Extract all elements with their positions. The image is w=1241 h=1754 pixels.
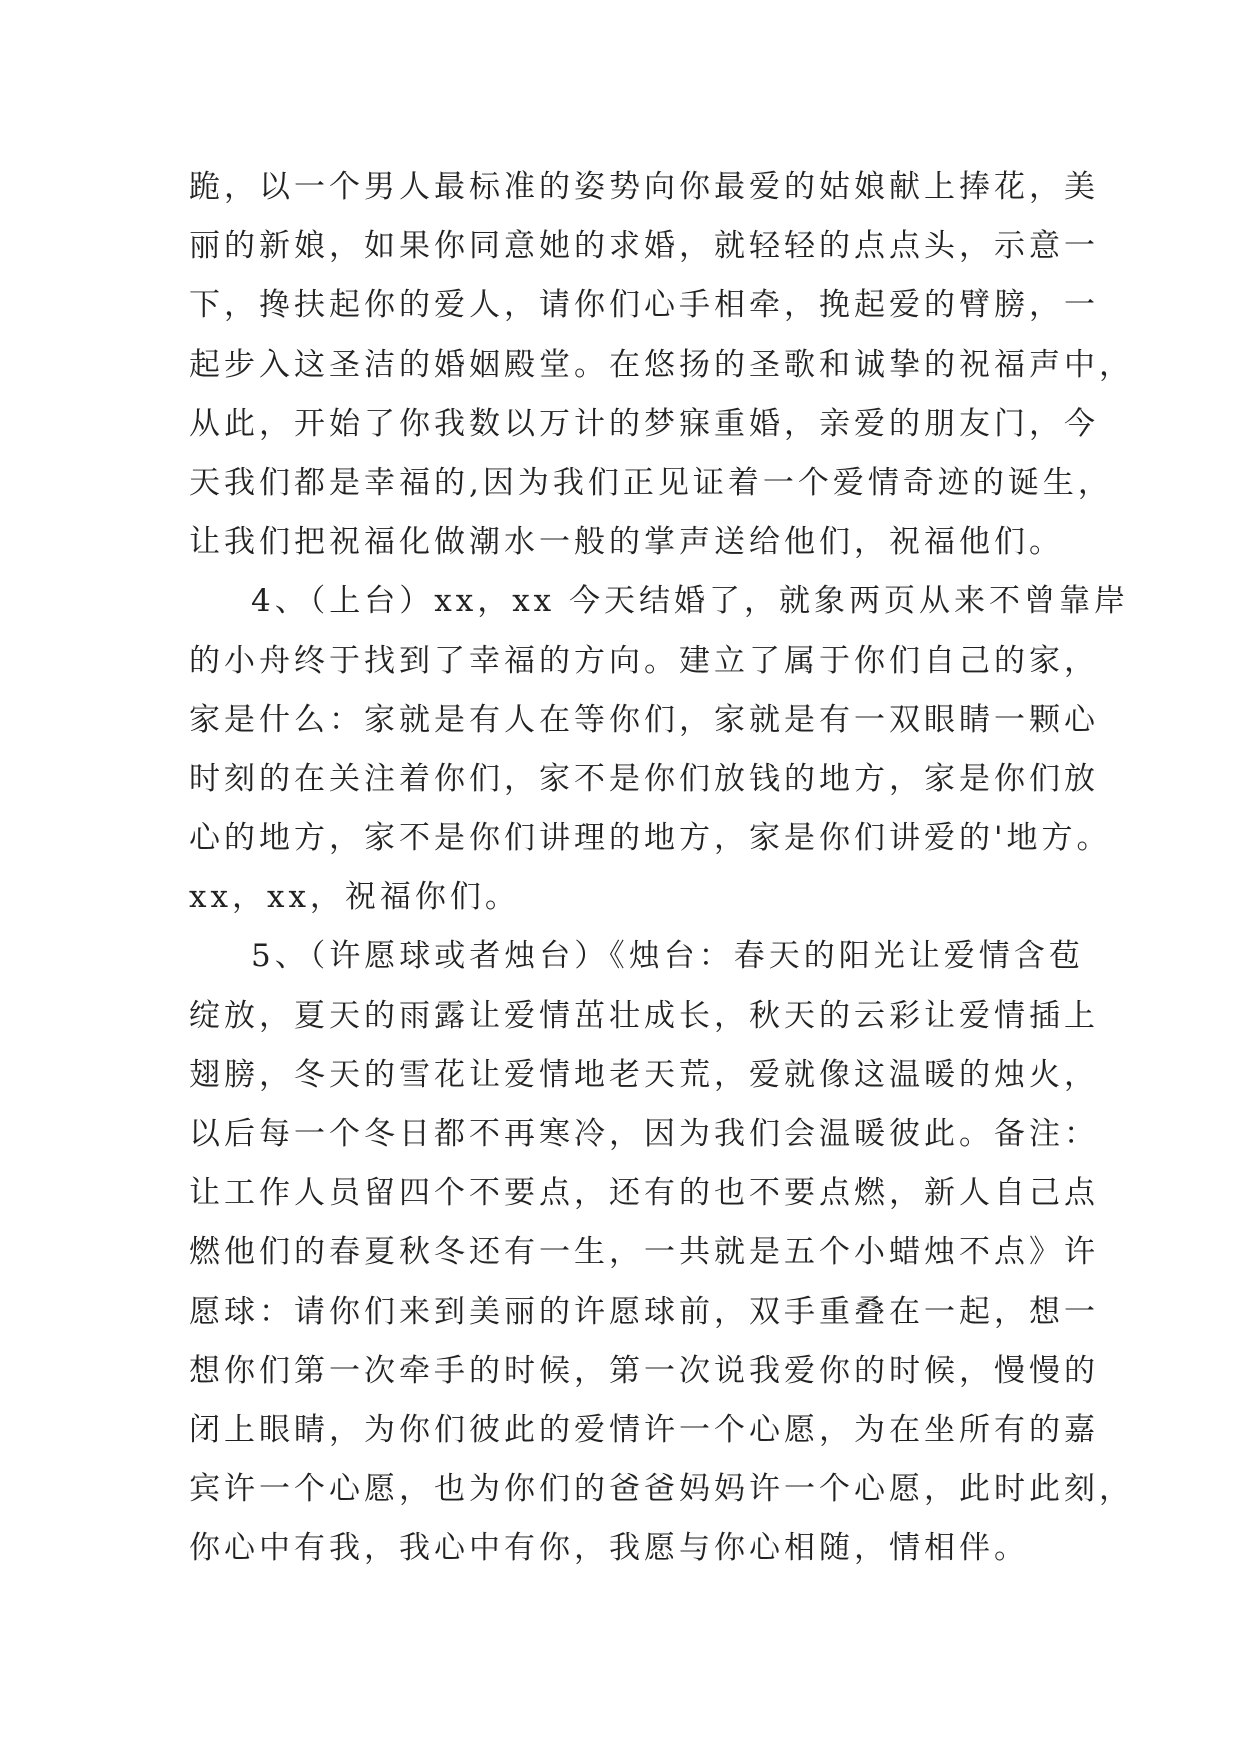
- text-line: xx，xx，祝福你们。: [189, 879, 520, 916]
- text-line: 以后每一个冬日都不再寒冷，因为我们会温暖彼此。备注：: [189, 1116, 1099, 1152]
- text-line: 愿球：请你们来到美丽的许愿球前，双手重叠在一起，想一: [189, 1293, 1099, 1330]
- text-line: 翅膀，冬天的雪花让爱情地老天荒，爱就像这温暖的烛火，: [189, 1056, 1099, 1093]
- text-line: 燃他们的春夏秋冬还有一生，一共就是五个小蜡烛不点》许: [189, 1234, 1099, 1271]
- text-line: 宾许一个心愿，也为你们的爸爸妈妈许一个心愿，此时此刻，: [189, 1471, 1134, 1508]
- paragraph-4-first-line: 4、（上台）xx，xx 今天结婚了，就象两页从来不曾靠岸: [251, 583, 1130, 620]
- text-line: 丽的新娘，如果你同意她的求婚，就轻轻的点点头，示意一: [189, 228, 1099, 265]
- text-line: 时刻的在关注着你们，家不是你们放钱的地方，家是你们放: [189, 760, 1099, 797]
- text-line: 天我们都是幸福的,因为我们正见证着一个爱情奇迹的诞生，: [189, 464, 1113, 501]
- paragraph-5-first-line: 5、（许愿球或者烛台）《烛台：春天的阳光让爱情含苞: [251, 938, 1084, 975]
- text-line: 跪，以一个男人最标准的姿势向你最爱的姑娘献上捧花，美: [189, 169, 1099, 205]
- text-line: 心的地方，家不是你们讲理的地方，家是你们讲爱的'地方。: [189, 820, 1112, 857]
- text-line: 想你们第一次牵手的时候，第一次说我爱你的时候，慢慢的: [189, 1352, 1099, 1389]
- text-line: 从此，开始了你我数以万计的梦寐重婚，亲爱的朋友门，今: [189, 405, 1099, 442]
- text-line: 让我们把祝福化做潮水一般的掌声送给他们，祝福他们。: [189, 524, 1064, 561]
- body-text: [189, 158, 1134, 1579]
- text-line: 下，搀扶起你的爱人，请你们心手相牵，挽起爱的臂膀，一: [189, 287, 1099, 324]
- text-line: 绽放，夏天的雨露让爱情茁壮成长，秋天的云彩让爱情插上: [189, 997, 1099, 1034]
- text-line: 家是什么：家就是有人在等你们，家就是有一双眼睛一颗心: [189, 701, 1099, 738]
- text-line: 让工作人员留四个不要点，还有的也不要点燃，新人自己点: [189, 1175, 1099, 1212]
- text-line: 闭上眼睛，为你们彼此的爱情许一个心愿，为在坐所有的嘉: [189, 1411, 1099, 1448]
- text-line: 你心中有我，我心中有你，我愿与你心相随，情相伴。: [189, 1530, 1029, 1567]
- text-line: 起步入这圣洁的婚姻殿堂。在悠扬的圣歌和诚挚的祝福声中，: [189, 346, 1134, 383]
- text-line: 的小舟终于找到了幸福的方向。建立了属于你们自己的家，: [189, 642, 1099, 679]
